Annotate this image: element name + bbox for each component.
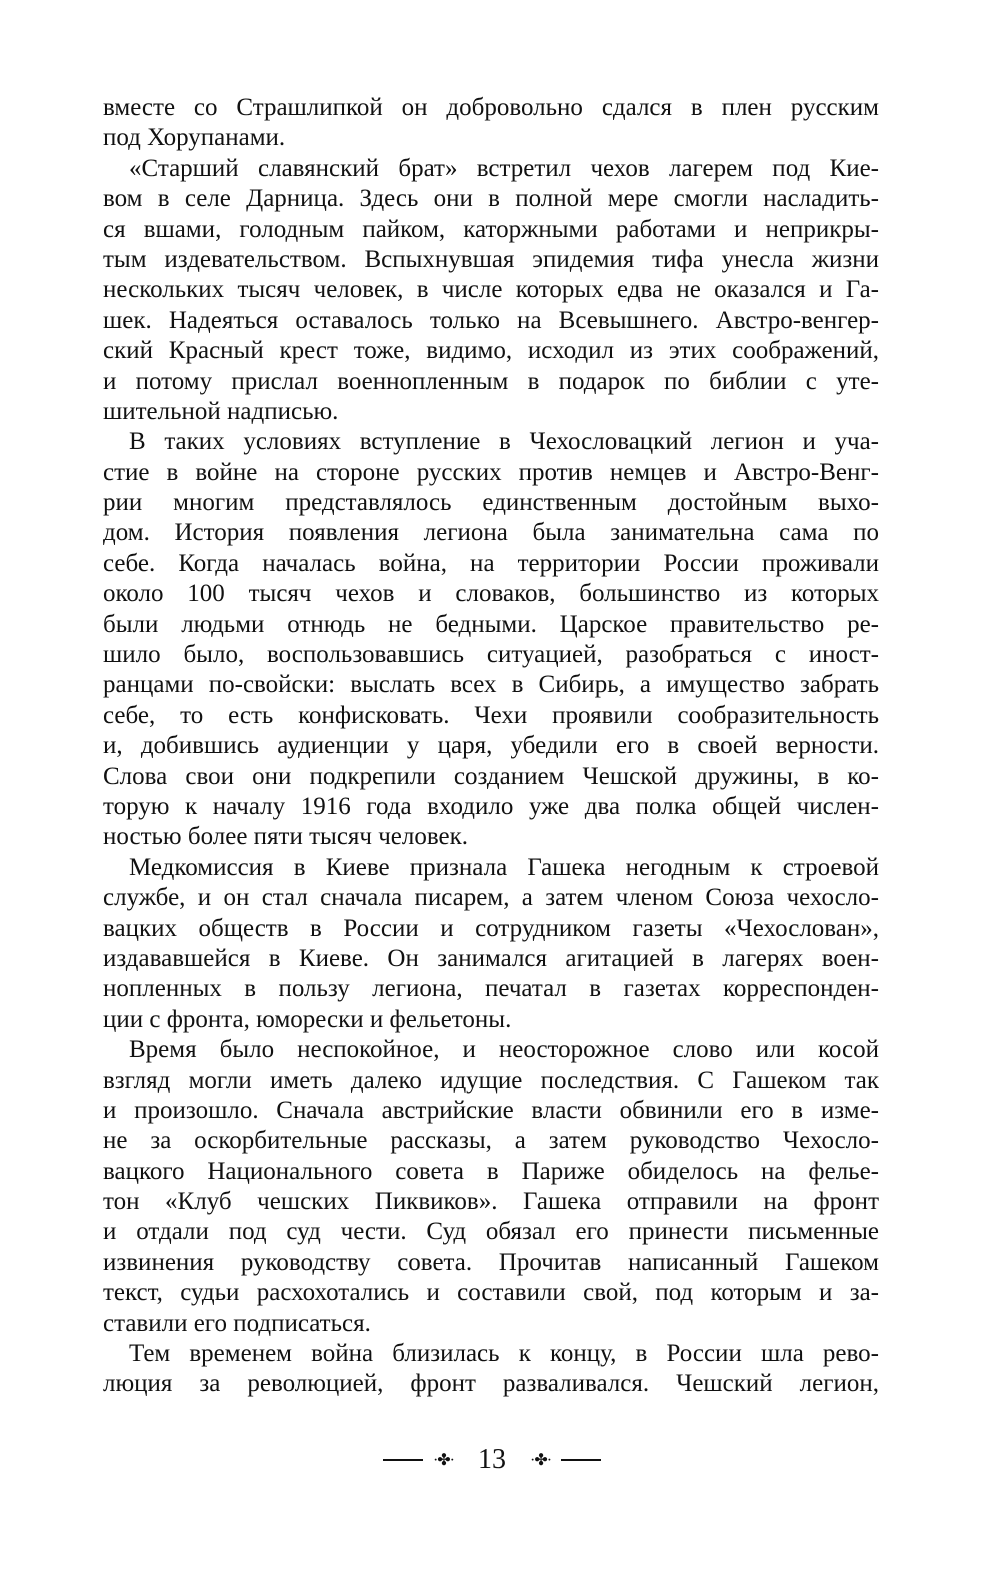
text-line: и потому прислал военнопленным в подарок по библии с уте-: [103, 367, 879, 395]
text-line: ский Красный крест тоже, видимо, исходил из этих соображений,: [103, 337, 879, 365]
text-line: Время было неспокойное, и неосторожное слово или косой: [129, 1036, 879, 1064]
text-line: стие в войне на стороне русских против немцев и Австро-Венг-: [103, 458, 879, 486]
text-line: ся вшами, голодным пайком, каторжными работами и неприкры-: [103, 215, 879, 243]
text-line: издававшейся в Киеве. Он занимался агитацией в лагерях воен-: [103, 944, 879, 972]
text-line: вом в селе Дарница. Здесь они в полной мере смогли насладить-: [103, 185, 879, 213]
text-line: тым издевательством. Вспыхнувшая эпидемия тифа унесла жизни: [103, 245, 879, 273]
text-line: «Старший славянский брат» встретил чехов лагерем под Кие-: [129, 154, 879, 182]
text-line: вместе со Страшлипкой он добровольно сдался в плен русским: [103, 94, 879, 121]
text-line: ции с фронта, юморески и фельетоны.: [103, 1005, 512, 1033]
text-line: ранцами по-свойски: выслать всех в Сибирь, а имущество забрать: [103, 671, 879, 699]
text-line: шек. Надеяться оставалось только на Всевышнего. Австро-венгер-: [103, 306, 879, 334]
text-line: тон «Клуб чешских Пиквиков». Гашека отправили на фронт: [103, 1188, 879, 1216]
text-line: и, добившись аудиенции у царя, убедили его в своей верности.: [103, 732, 879, 760]
text-line: шительной надписью.: [103, 397, 339, 425]
page-footer: [0, 1440, 984, 1480]
text-line: текст, судьи расхохотались и составили свой, под которым и за-: [103, 1279, 879, 1307]
text-line: дом. История появления легиона была занимательна сама по: [103, 519, 879, 547]
footer-rule-left: [383, 1459, 423, 1461]
text-line: не за оскорбительные рассказы, а затем руководство Чехосло-: [103, 1127, 879, 1155]
text-line: вацкого Национального совета в Париже обиделось на фелье-: [103, 1157, 879, 1185]
text-line: нопленных в пользу легиона, печатал в газетах корреспонден-: [103, 975, 879, 1003]
text-line: Слова свои они подкрепили созданием Чешской дружины, в ко-: [103, 762, 879, 790]
text-line: себе, то есть конфисковать. Чехи проявили сообразительность: [103, 701, 879, 729]
text-line: себе. Когда началась война, на территории России проживали: [103, 549, 879, 577]
text-line: извинения руководству совета. Прочитав написанный Гашеком: [103, 1248, 879, 1276]
text-line: взгляд могли иметь далеко идущие последствия. С Гашеком так: [103, 1066, 879, 1094]
text-line: и произошло. Сначала австрийские власти обвинили его в изме-: [103, 1096, 879, 1124]
page-number: 13: [478, 1444, 506, 1475]
ornament-right-icon: ·✤·: [530, 1452, 552, 1469]
text-line: нескольких тысяч человек, в числе которых едва не оказался и Га-: [103, 276, 879, 304]
text-line: и отдали под суд чести. Суд обязал его принести письменные: [103, 1218, 879, 1246]
ornament-left-icon: ·✤·: [432, 1452, 454, 1469]
text-line: В таких условиях вступление в Чехословацкий легион и уча-: [129, 428, 879, 456]
text-line: под Хорупанами.: [103, 124, 286, 152]
text-line: были людьми отнюдь не бедными. Царское правительство ре-: [103, 610, 879, 638]
text-line: около 100 тысяч чехов и словаков, большинство из которых: [103, 580, 879, 608]
text-line: службе, и он стал сначала писарем, а затем членом Союза чехосло-: [103, 884, 879, 912]
text-line: Медкомиссия в Киеве признала Гашека негодным к строевой: [129, 853, 879, 881]
text-line: Тем временем война близилась к концу, в России шла рево-: [129, 1340, 879, 1368]
text-line: рии многим представлялось единственным достойным выхо-: [103, 489, 879, 517]
text-line: ставили его подписаться.: [103, 1309, 371, 1337]
text-line: шило было, воспользовавшись ситуацией, разобраться с иност-: [103, 641, 879, 669]
body-text: [103, 93, 879, 1400]
footer-rule-right: [561, 1459, 601, 1461]
text-line: люция за революцией, фронт разваливался. Чешский легион,: [103, 1370, 879, 1398]
text-line: ностью более пяти тысяч человек.: [103, 823, 469, 851]
text-line: торую к началу 1916 года входило уже два полка общей числен-: [103, 792, 879, 820]
text-line: вацких обществ в России и сотрудником газеты «Чехослован»,: [103, 914, 879, 942]
